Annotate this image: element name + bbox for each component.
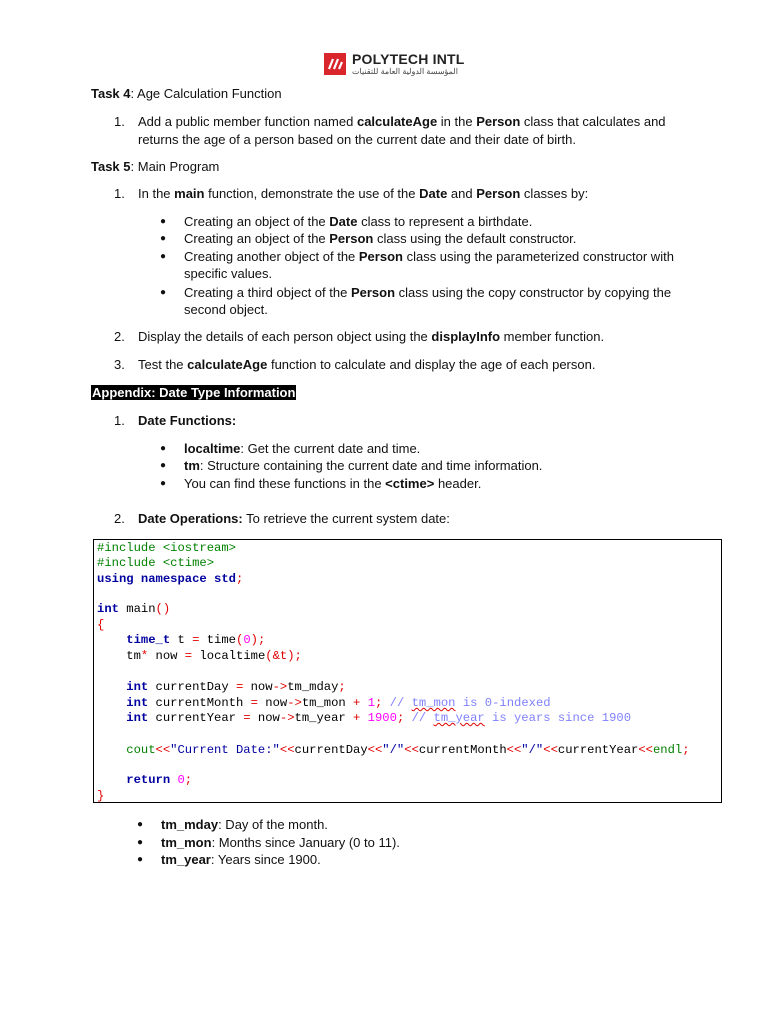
bullet-icon: ● [160,478,167,489]
appendix-heading: Appendix: Date Type Information [92,385,296,400]
task4-item1-text: Add a public member function named calculateAge in the Person class that calculates and [138,114,666,129]
code-line: { [97,618,105,632]
task4-item1-text-line2: returns the age of a person based on the current date and their date of birth. [138,132,576,147]
tm-bullet-1: tm_mday: Day of the month. [161,817,328,832]
code-line: } [97,789,105,803]
logo-subtitle: المؤسسة الدولية العامة للتقنيات [352,67,458,76]
tm-bullet-3: tm_year: Years since 1900. [161,852,321,867]
bullet-icon: ● [160,460,167,471]
code-line: int currentDay = now->tm_mday; [97,680,346,694]
appendix-bullet-1: localtime: Get the current date and time. [184,441,421,456]
bullet-icon: ● [160,287,167,298]
task5-bullet-4: Creating a third object of the Person class using the copy constructor by copying the [184,285,672,300]
code-line: int main() [97,602,171,616]
bullet-icon: ● [160,443,167,454]
code-line: time_t t = time(0); [97,633,266,647]
task5-bullet-4-line2: second object. [184,302,268,317]
task5-item1-number: 1. [114,186,125,201]
code-line: #include <iostream> [97,541,236,555]
code-line: int currentMonth = now->tm_mon + 1; // tm_mon is 0-indexed [97,696,551,710]
task5-item1-text: In the main function, demonstrate the use of the Date and Person classes by: [138,186,589,201]
task5-item2-number: 2. [114,329,125,344]
appendix-item2-text: Date Operations: To retrieve the current system date: [138,511,450,526]
logo-name: POLYTECH INTL [352,51,465,67]
task5-bullet-2: Creating an object of the Person class using the default constructor. [184,231,577,246]
appendix-item2-number: 2. [114,511,125,526]
task5-item3-text: Test the calculateAge function to calculate and display the age of each person. [138,357,596,372]
code-line: cout<<"Current Date:"<<currentDay<<"/"<<currentMonth<<"/"<<currentYear<<endl; [97,743,690,757]
task5-bullet-3: Creating another object of the Person class using the parameterized constructor with [184,249,674,264]
appendix-bullet-2: tm: Structure containing the current date and time information. [184,458,543,473]
appendix-item1-text: Date Functions: [138,413,237,428]
task5-item2-text: Display the details of each person object using the displayInfo member function. [138,329,605,344]
appendix-item1-number: 1. [114,413,125,428]
tm-bullet-2: tm_mon: Months since January (0 to 11). [161,835,400,850]
code-line: #include <ctime> [97,556,215,570]
task5-bullet-1: Creating an object of the Date class to represent a birthdate. [184,214,533,229]
bullet-icon: ● [137,854,144,865]
polytech-logo [324,52,465,76]
task4-heading: Task 4: Age Calculation Function [91,86,282,101]
bullet-icon: ● [160,233,167,244]
bullet-icon: ● [160,251,167,262]
bullet-icon: ● [137,837,144,848]
logo-mark-icon [324,53,346,75]
code-line: tm* now = localtime(&t); [97,649,302,663]
task5-heading: Task 5: Main Program [91,159,220,174]
task4-item1-number: 1. [114,114,125,129]
code-line: return 0; [97,773,193,787]
code-line: using namespace std; [97,572,244,586]
code-line: int currentYear = now->tm_year + 1900; // tm_year is years since 1900 [97,711,632,725]
bullet-icon: ● [160,216,167,227]
code-block [93,539,722,803]
bullet-icon: ● [137,819,144,830]
task5-item3-number: 3. [114,357,125,372]
appendix-bullet-3: You can find these functions in the <ctime> header. [184,476,482,491]
task5-bullet-3-line2: specific values. [184,266,273,281]
